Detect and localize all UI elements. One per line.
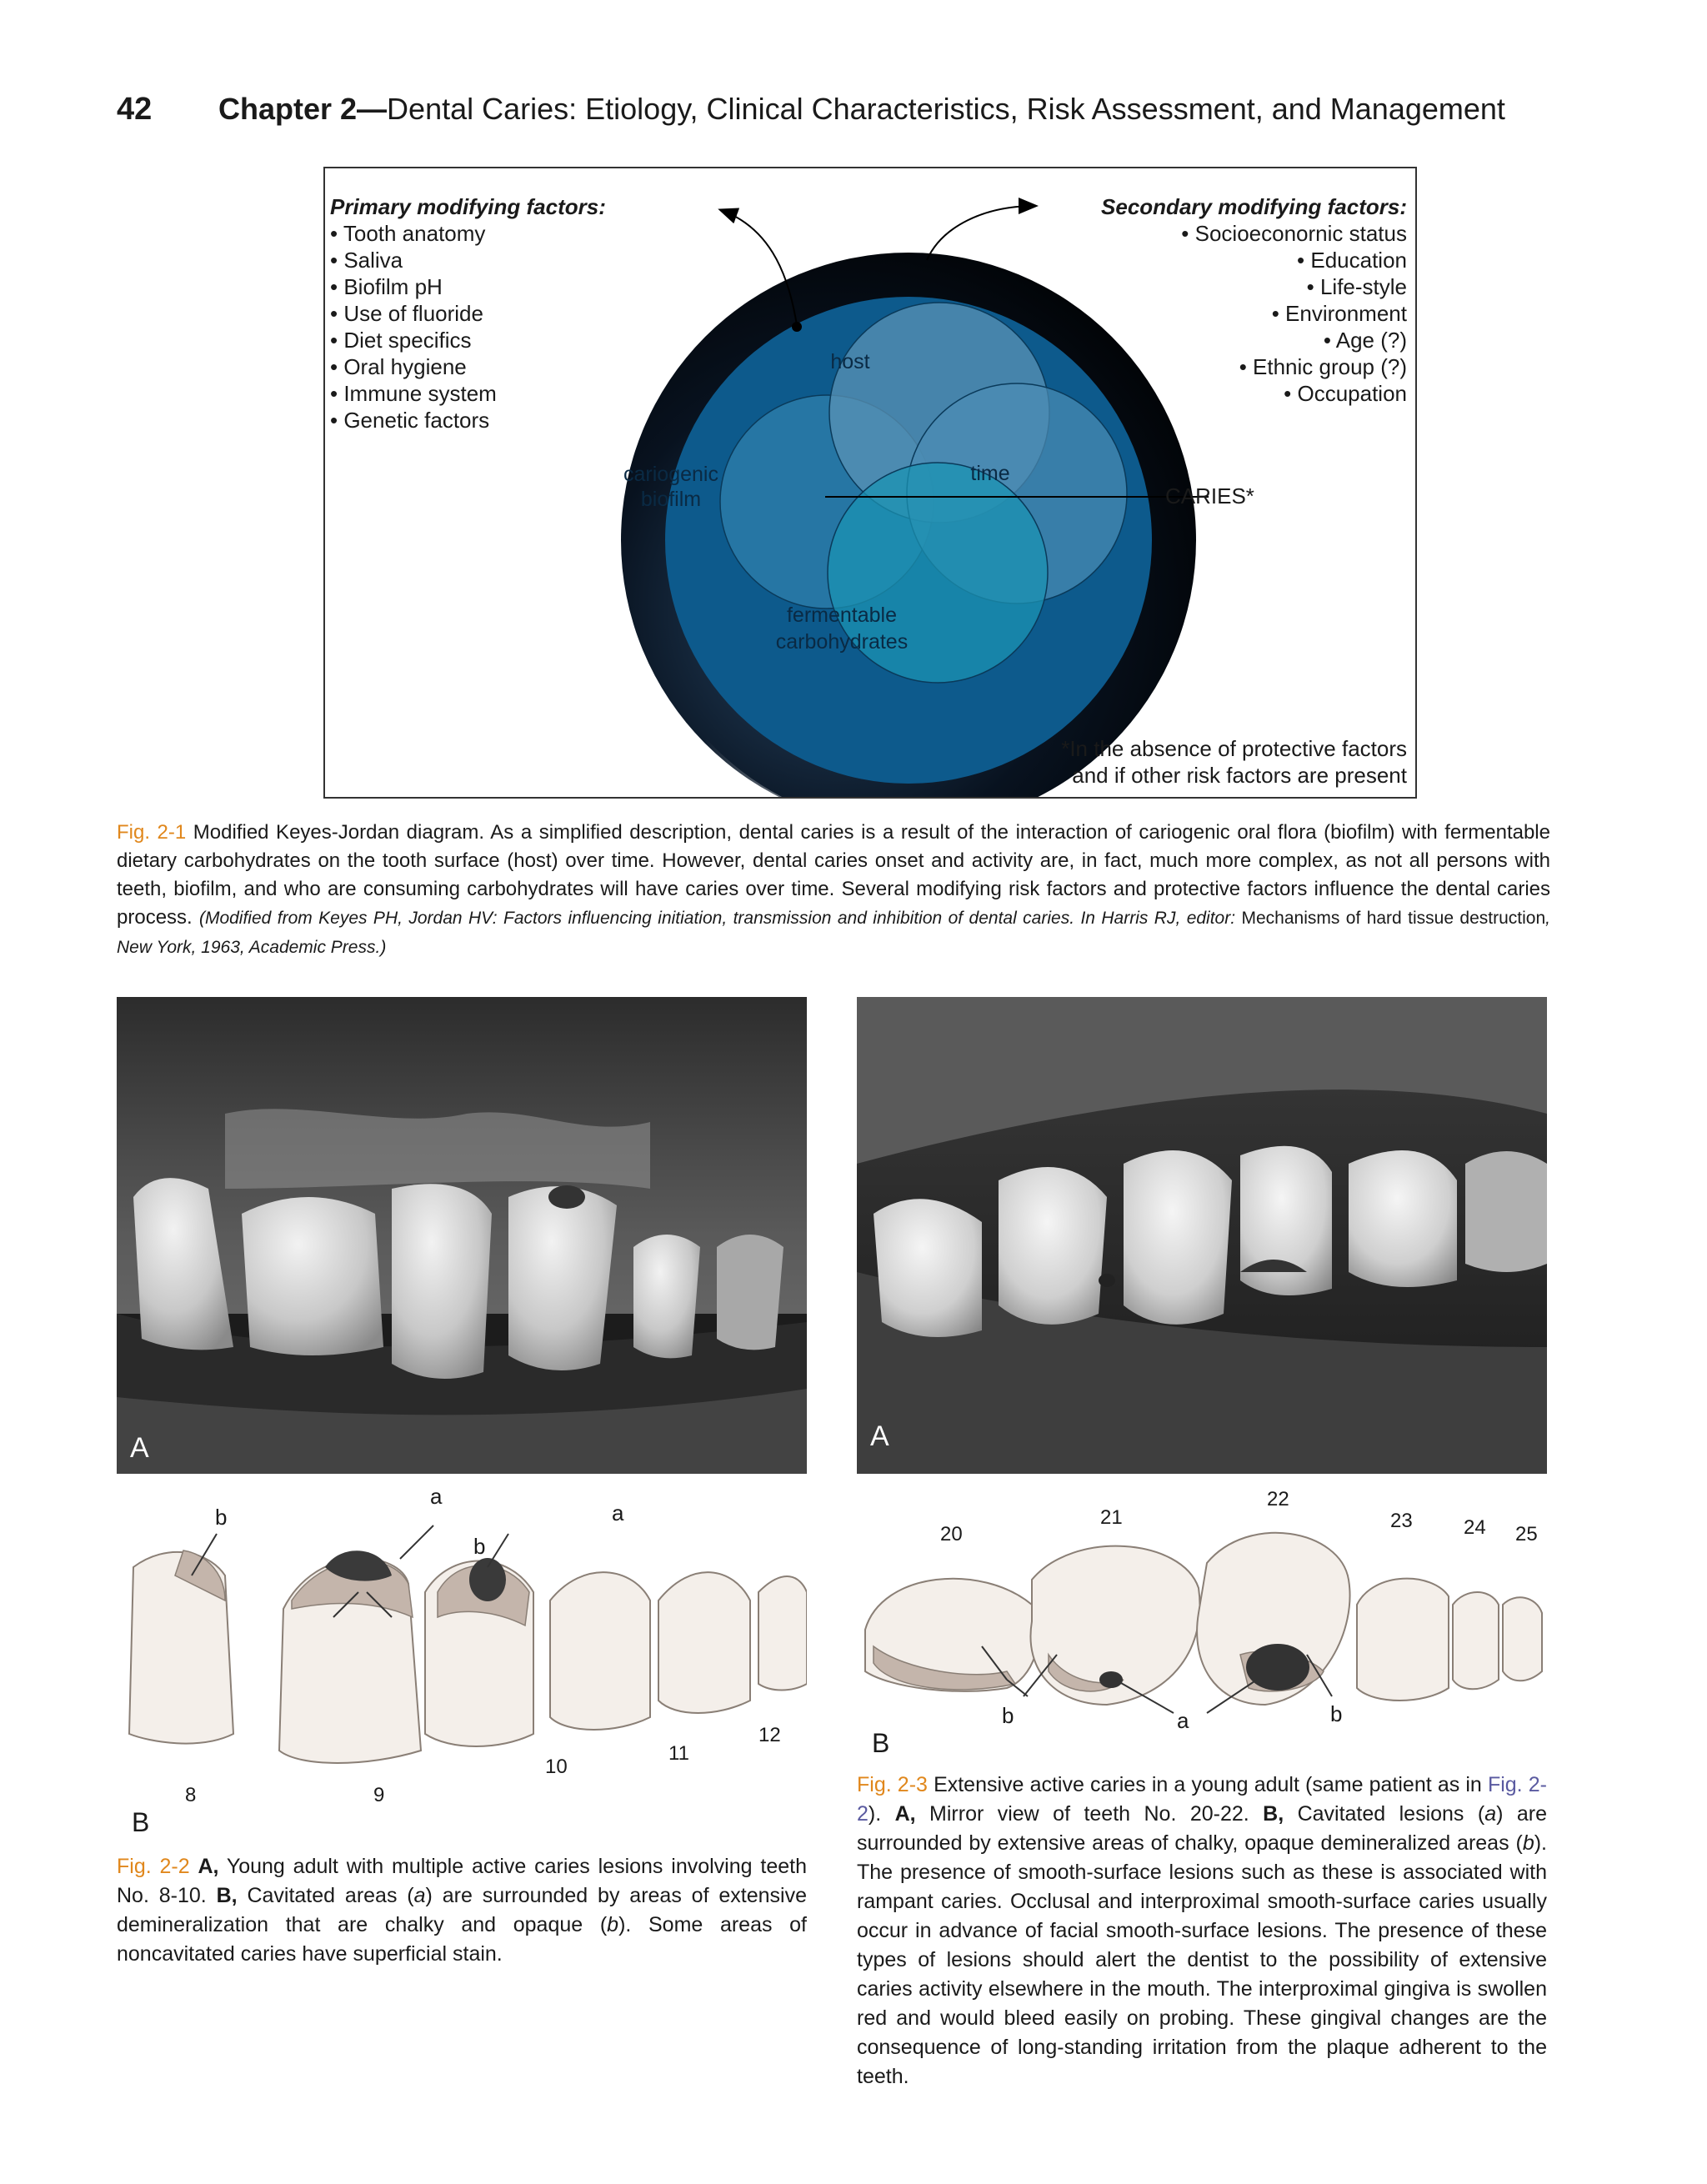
fig-2-3a-photo	[857, 997, 1547, 1474]
label-b2: b	[1330, 1701, 1343, 1726]
primary-item: • Genetic factors	[330, 408, 490, 433]
caption-label: Fig. 2-2	[117, 1855, 190, 1878]
caption-text: Modified Keyes-Jordan diagram. As a simplified description, dental caries is a result of the interaction of cariogenic oral flora (biofilm) with fermentable dietary carbohydrates on the tooth surface (host) over time. However, dental caries onset and activity are, in fact, much more complex, as not all persons with teeth, biofilm, and who are consuming carbohydrates will have caries over time. Several modifying risk factors and protective factors influence the dental caries process.	[117, 821, 1550, 929]
fig-reference-link[interactable]: Fig. 2-2	[857, 1773, 1547, 1826]
fig-2-1-caption	[117, 819, 1550, 962]
caption-text: ). Some areas of noncavitated caries have superficial stain.	[117, 1913, 808, 1966]
fig-2-2-caption	[117, 1852, 807, 1969]
fig-2-3-panel-a-label: A	[870, 1420, 889, 1452]
tooth-number: 20	[940, 1523, 963, 1545]
keyes-jordan-diagram	[323, 167, 1417, 799]
caption-text: Cavitated lesions (	[1284, 1802, 1485, 1826]
caries-label: CARIES*	[1165, 483, 1254, 508]
footnote-line-1: *In the absence of protective factors	[1061, 736, 1407, 761]
primary-item: • Diet specifics	[330, 328, 472, 353]
secondary-item: • Environment	[1271, 301, 1407, 326]
caption-a: A,	[894, 1802, 916, 1826]
caption-text: ) are surrounded by extensive areas of chalky, opaque demineralized areas (	[857, 1802, 1547, 1855]
primary-arrow-dot	[792, 322, 802, 332]
label-biofilm	[617, 462, 725, 512]
label-a1: a	[430, 1484, 443, 1509]
label-carbohydrates-2: carbohydrates	[775, 630, 909, 654]
caption-label: Fig. 2-1	[117, 821, 187, 844]
fig-2-3b-drawing	[857, 1480, 1547, 1780]
caption-source: (Modified from Keyes PH, Jordan HV: Factors influencing initiation, transmission and inhibition of dental caries. In Harris RJ, editor:	[198, 909, 1242, 928]
tooth-number: 23	[1390, 1510, 1413, 1532]
caption-italic: a	[413, 1884, 426, 1907]
caption-italic: a	[1484, 1802, 1497, 1826]
primary-factors	[330, 193, 606, 433]
label-a: a	[1177, 1708, 1189, 1733]
tooth-number: 9	[373, 1784, 385, 1806]
primary-item: • Immune system	[330, 381, 497, 406]
teeth-photo-upper	[117, 997, 807, 1474]
chapter-title: Dental Caries: Etiology, Clinical Characteristics, Risk Assessment, and Management	[387, 92, 1505, 126]
label-time: time	[970, 462, 1010, 485]
caption-text: Mirror view of teeth No. 20-22.	[915, 1802, 1264, 1826]
caption-label: Fig. 2-3	[857, 1773, 928, 1796]
caption-italic: b	[607, 1913, 619, 1936]
secondary-item: • Occupation	[1284, 381, 1407, 406]
tooth-number: 12	[758, 1724, 781, 1746]
tooth-number: 8	[185, 1784, 197, 1806]
fig-2-2b-drawing	[117, 1484, 807, 1837]
caption-italic: b	[1522, 1831, 1534, 1855]
primary-item: • Saliva	[330, 248, 403, 273]
caption-b: B,	[1263, 1802, 1284, 1826]
footnote	[1061, 735, 1407, 789]
primary-item: • Oral hygiene	[330, 354, 467, 379]
caption-source-book: Mechanisms of hard tissue destruction	[1241, 909, 1546, 928]
primary-item: • Use of fluoride	[330, 301, 483, 326]
tooth-number: 11	[668, 1742, 689, 1765]
label-biofilm-2: biofilm	[640, 488, 702, 511]
secondary-factors	[1101, 193, 1407, 407]
primary-item: • Biofilm pH	[330, 274, 443, 299]
chapter-label: Chapter 2—	[218, 92, 388, 126]
label-b2: b	[473, 1534, 486, 1559]
secondary-arrow	[927, 206, 1035, 260]
label-host: host	[830, 350, 870, 373]
footnote-line-2: and if other risk factors are present	[1072, 763, 1407, 788]
secondary-item: • Socioeconornic status	[1181, 221, 1407, 246]
caption-b: B,	[216, 1884, 238, 1907]
label-a2: a	[612, 1500, 624, 1525]
fig-2-2-panel-a-label: A	[130, 1432, 149, 1464]
fig-2-2a-photo	[117, 997, 807, 1474]
label-b1: b	[215, 1505, 228, 1530]
secondary-item: • Age (?)	[1323, 328, 1407, 353]
fig-2-2-panel-b-label: B	[132, 1807, 150, 1837]
caption-text: ) are surrounded by areas of extensive demineralization that are chalky and opaque (	[117, 1884, 807, 1936]
caption-text: Extensive active caries in a young adult (same patient as in	[927, 1773, 1488, 1796]
label-carbohydrates	[758, 602, 925, 655]
caption-text: ).	[868, 1802, 895, 1826]
secondary-item: • Life-style	[1306, 274, 1407, 299]
secondary-item: • Education	[1297, 248, 1407, 273]
tooth-number: 10	[545, 1756, 568, 1778]
fig-2-3-panel-b-label: B	[872, 1728, 890, 1758]
page-number: 42	[117, 92, 153, 127]
caption-text: ). The presence of smooth-surface lesions such as these is associated with rampant caries. Occlusal and interproximal smooth-surface caries usually occur in advance of facial smooth-surface lesions. The presence of these types of lesions should alert the dentist to the possibility of extensive caries activity elsewhere in the mouth. The interproximal gingiva is swollen red and would bleed easily on probing. These gingival changes are the consequence of long-standing irritation from the plaque adherent to the teeth.	[857, 1831, 1547, 2088]
tooth-illustration-upper	[117, 1484, 807, 1834]
secondary-item: • Ethnic group (?)	[1239, 354, 1407, 379]
label-biofilm-1: cariogenic	[623, 463, 718, 486]
label-carbohydrates-1: fermentable	[786, 604, 898, 627]
primary-factors-title: Primary modifying factors:	[330, 194, 606, 219]
caption-text: Cavitated areas (	[237, 1884, 414, 1907]
tooth-number: 21	[1100, 1506, 1123, 1529]
leader-a1	[400, 1525, 433, 1559]
secondary-factors-title: Secondary modifying factors:	[1101, 194, 1407, 219]
fig-2-3-caption	[857, 1771, 1547, 2091]
caption-source-end: , New York, 1963, Academic Press.)	[117, 909, 1550, 957]
teeth-photo-lower	[857, 997, 1547, 1474]
caption-a: A,	[198, 1855, 219, 1878]
caption-text: Young adult with multiple active caries lesions involving teeth No. 8-10.	[117, 1855, 807, 1907]
primary-item: • Tooth anatomy	[330, 221, 486, 246]
tooth-number: 24	[1464, 1516, 1486, 1539]
running-head	[218, 92, 1505, 127]
tooth-number: 22	[1267, 1488, 1289, 1510]
label-b1: b	[1002, 1703, 1014, 1728]
tooth-number: 25	[1515, 1523, 1538, 1545]
